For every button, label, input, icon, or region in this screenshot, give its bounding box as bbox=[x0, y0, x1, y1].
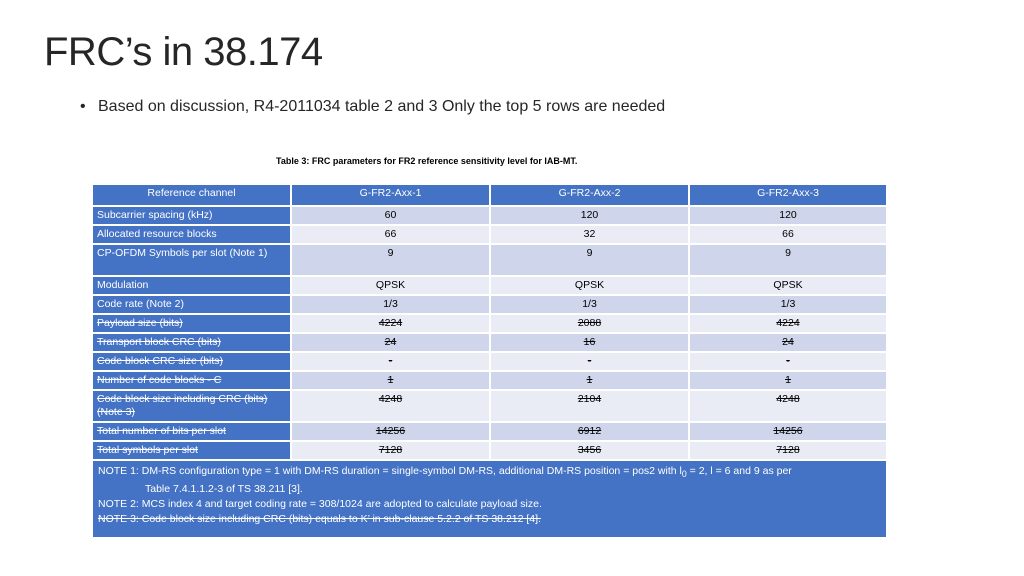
table-row bbox=[92, 333, 887, 352]
row-label: Number of code blocks - C bbox=[92, 371, 291, 390]
table-cell: 7128 bbox=[689, 441, 887, 460]
table-cell: 9 bbox=[291, 244, 490, 276]
table-cell: QPSK bbox=[291, 276, 490, 295]
table-row bbox=[92, 295, 887, 314]
table-row bbox=[92, 225, 887, 244]
table-cell: 24 bbox=[689, 333, 887, 352]
row-label: CP-OFDM Symbols per slot (Note 1) bbox=[92, 244, 291, 276]
table-cell: 14256 bbox=[689, 422, 887, 441]
table-row bbox=[92, 352, 887, 371]
table-cell: 120 bbox=[490, 206, 689, 225]
table-cell: QPSK bbox=[490, 276, 689, 295]
table-row bbox=[92, 276, 887, 295]
header-cell: G-FR2-Axx-1 bbox=[291, 184, 490, 206]
table-row bbox=[92, 244, 887, 276]
row-label: Code block CRC size (bits) bbox=[92, 352, 291, 371]
table-cell: 60 bbox=[291, 206, 490, 225]
table-cell: 120 bbox=[689, 206, 887, 225]
table-cell: QPSK bbox=[689, 276, 887, 295]
notes-row bbox=[92, 460, 887, 538]
table-row bbox=[92, 371, 887, 390]
note-3: NOTE 3: Code block size including CRC (bits) equals to K’ in sub-clause 5.2.2 of TS 38.212 [4]. bbox=[98, 513, 541, 526]
table-row bbox=[92, 441, 887, 460]
row-label: Total number of bits per slot bbox=[92, 422, 291, 441]
row-label: Subcarrier spacing (kHz) bbox=[92, 206, 291, 225]
frc-table bbox=[91, 183, 888, 539]
table-cell: 66 bbox=[291, 225, 490, 244]
table-cell: - bbox=[689, 352, 887, 371]
bullet-text: Based on discussion, R4-2011034 table 2 and 3 Only the top 5 rows are needed bbox=[98, 98, 666, 115]
table-cell: 24 bbox=[291, 333, 490, 352]
note-1-subscript: 0 bbox=[681, 469, 687, 480]
table-caption: Table 3: FRC parameters for FR2 reference sensitivity level for IAB-MT. bbox=[276, 156, 578, 166]
table-row bbox=[92, 314, 887, 333]
note-1-continuation: Table 7.4.1.1.2-3 of TS 38.211 [3]. bbox=[145, 483, 303, 496]
row-label: Transport block CRC (bits) bbox=[92, 333, 291, 352]
slide-title: FRC’s in 38.174 bbox=[44, 30, 323, 74]
row-label: Total symbols per slot bbox=[92, 441, 291, 460]
table-cell: 16 bbox=[490, 333, 689, 352]
header-cell: G-FR2-Axx-3 bbox=[689, 184, 887, 206]
row-label: Code rate (Note 2) bbox=[92, 295, 291, 314]
table-cell: 14256 bbox=[291, 422, 490, 441]
row-label: Modulation bbox=[92, 276, 291, 295]
table-cell: 9 bbox=[689, 244, 887, 276]
table-cell: 3456 bbox=[490, 441, 689, 460]
table-cell: - bbox=[291, 352, 490, 371]
table-cell: 1/3 bbox=[291, 295, 490, 314]
note-2: NOTE 2: MCS index 4 and target coding rate = 308/1024 are adopted to calculate payload size. bbox=[98, 498, 542, 511]
table-row bbox=[92, 390, 887, 422]
note-1-text: NOTE 1: DM-RS configuration type = 1 with DM-RS duration = single-symbol DM-RS, additional DM-RS position = pos2 with l bbox=[98, 465, 682, 477]
table-cell: - bbox=[490, 352, 689, 371]
table-cell: 4248 bbox=[291, 390, 490, 422]
bullet-point bbox=[80, 98, 665, 116]
row-label: Code block size including CRC (bits) (Note 3) bbox=[92, 390, 291, 422]
row-label: Allocated resource blocks bbox=[92, 225, 291, 244]
table-cell: 4224 bbox=[291, 314, 490, 333]
table-cell: 4248 bbox=[689, 390, 887, 422]
table-cell: 1 bbox=[490, 371, 689, 390]
header-cell: Reference channel bbox=[92, 184, 291, 206]
note-1-text-cont: = 2, l = 6 and 9 as per bbox=[686, 465, 792, 477]
table-row bbox=[92, 422, 887, 441]
table-row bbox=[92, 206, 887, 225]
table-cell: 32 bbox=[490, 225, 689, 244]
table-cell: 4224 bbox=[689, 314, 887, 333]
bullet-dot-icon: • bbox=[80, 98, 86, 115]
table-cell: 2088 bbox=[490, 314, 689, 333]
table-cell: 6912 bbox=[490, 422, 689, 441]
table-cell: 7128 bbox=[291, 441, 490, 460]
table-cell: 66 bbox=[689, 225, 887, 244]
table-cell: 9 bbox=[490, 244, 689, 276]
table-cell: 2104 bbox=[490, 390, 689, 422]
table-header-row bbox=[92, 184, 887, 206]
row-label: Payload size (bits) bbox=[92, 314, 291, 333]
header-cell: G-FR2-Axx-2 bbox=[490, 184, 689, 206]
notes-cell bbox=[92, 460, 887, 538]
table-cell: 1 bbox=[689, 371, 887, 390]
table-cell: 1/3 bbox=[689, 295, 887, 314]
table-cell: 1/3 bbox=[490, 295, 689, 314]
note-1 bbox=[98, 464, 881, 482]
table-cell: 1 bbox=[291, 371, 490, 390]
